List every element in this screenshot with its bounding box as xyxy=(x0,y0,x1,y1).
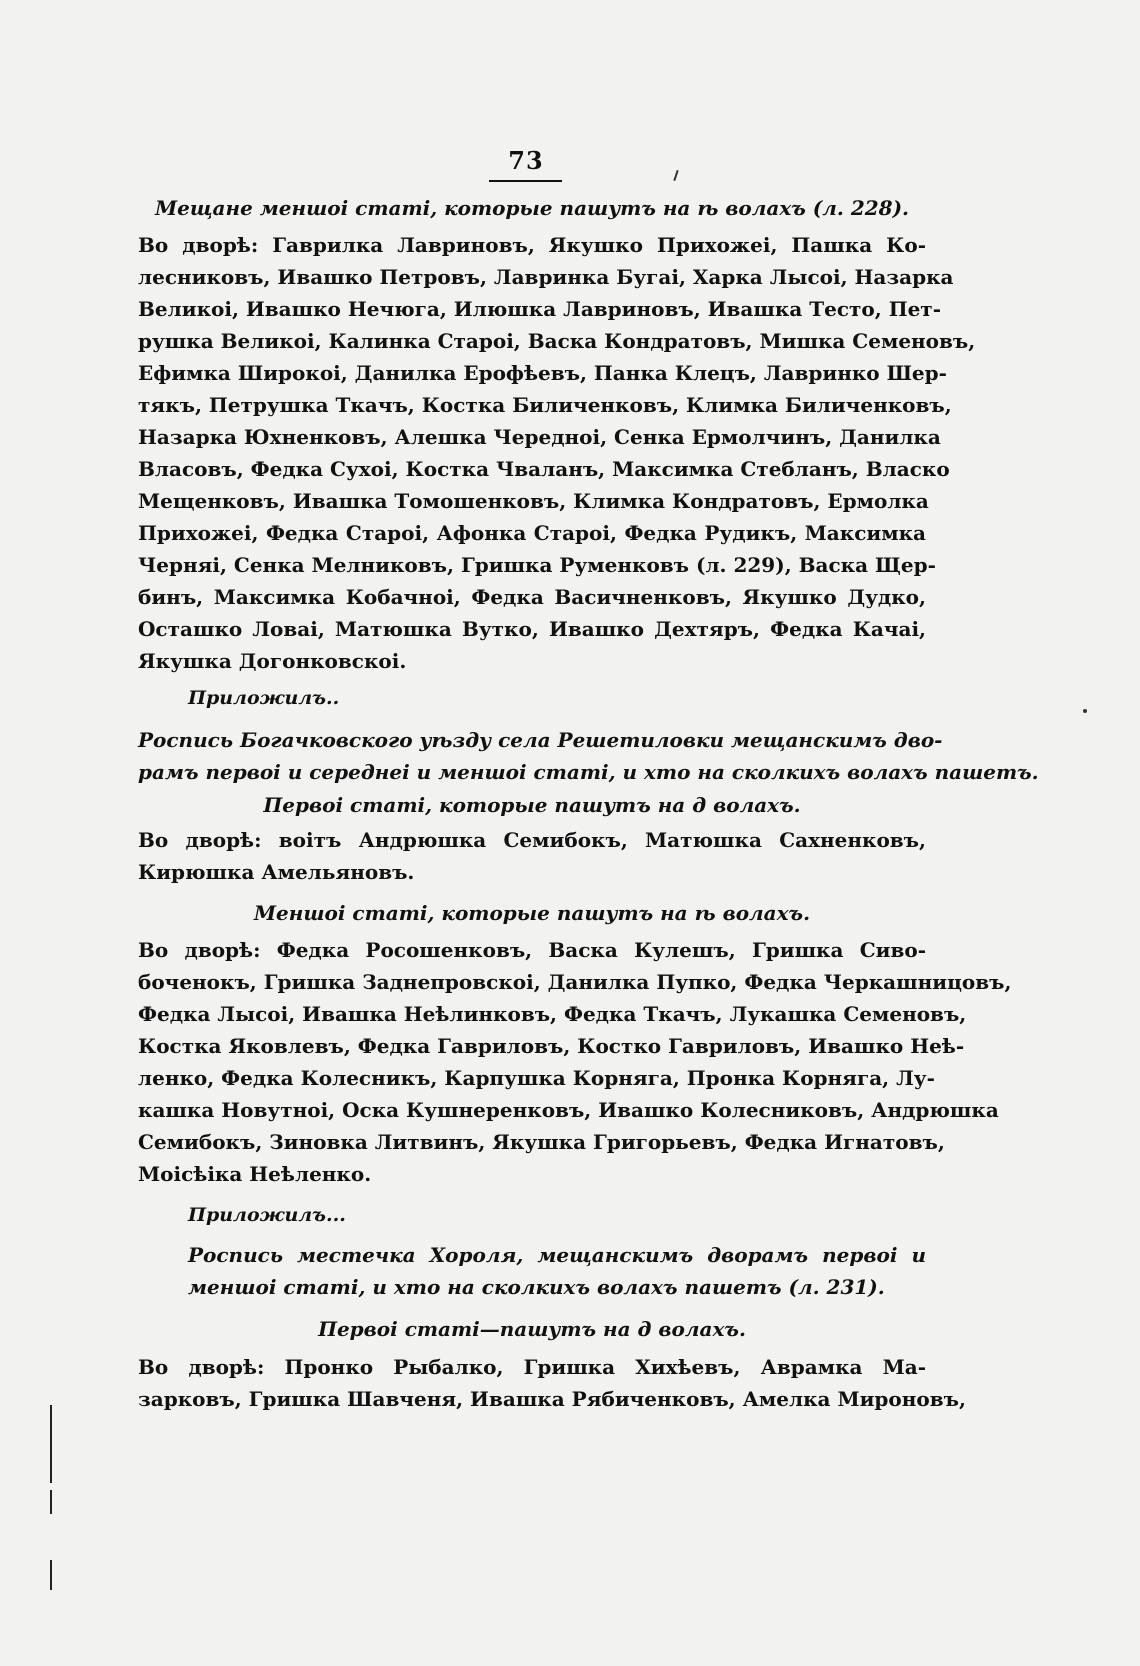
section-heading-2-line-2: рамъ первоі и середнеі и меншоі статі, и хто на сколкихъ волахъ пашетъ. xyxy=(138,760,1039,784)
section-heading-2-line-1: Роспись Богачковского уѣзду села Решетиловки мещанскимъ дво- xyxy=(138,728,943,752)
text-line: Моісѣіка Неѣленко. xyxy=(138,1162,372,1186)
text-line: Костка Яковлевъ, Федка Гавриловъ, Костко Гавриловъ, Ивашко Неѣ- xyxy=(138,1034,965,1058)
text-line: Во дворѣ: воітъ Андрюшка Семибокъ, Матюшка Сахненковъ, xyxy=(138,828,926,852)
text-line: Прихожеі, Федка Староі, Афонка Староі, Федка Рудикъ, Максимка xyxy=(138,521,926,545)
text-line: Федка Лысоі, Ивашка Неѣлинковъ, Федка Ткачъ, Лукашка Семеновъ, xyxy=(138,1002,967,1026)
section-subheading-2: Первоі статі, которые пашутъ на д волахъ. xyxy=(263,793,801,817)
text-line: лесниковъ, Ивашко Петровъ, Лавринка Бугаі, Харка Лысоі, Назарка xyxy=(138,265,954,289)
text-line: рушка Великоі, Калинка Староі, Васка Кондратовъ, Мишка Семеновъ, xyxy=(138,329,976,353)
text-line: Власовъ, Федка Сухоі, Костка Чваланъ, Максимка Стебланъ, Власко xyxy=(138,457,950,481)
attachment-note: Приложилъ.. xyxy=(188,687,340,709)
text-line: Ефимка Широкоі, Данилка Ерофѣевъ, Панка Клецъ, Лавринко Шер- xyxy=(138,361,947,385)
text-line: бинъ, Максимка Кобачноі, Федка Васичненковъ, Якушко Дудко, xyxy=(138,585,926,609)
text-line: Осташко Ловаі, Матюшка Вутко, Ивашко Дехтяръ, Федка Качаі, xyxy=(138,617,926,641)
attachment-note: Приложилъ... xyxy=(188,1204,346,1226)
section-heading-1: Мещане меншоі статі, которые пашутъ на ѣ волахъ (л. 228). xyxy=(155,196,909,220)
text-line: зарковъ, Гришка Шавченя, Ивашка Рябиченковъ, Амелка Мироновъ, xyxy=(138,1387,966,1411)
section-subheading-4: Первоі статі—пашутъ на д волахъ. xyxy=(318,1317,746,1341)
page-number: 73 xyxy=(508,146,544,175)
text-line: ленко, Федка Колесникъ, Карпушка Корняга, Пронка Корняга, Лу- xyxy=(138,1066,935,1090)
text-line: боченокъ, Гришка Заднепровскоі, Данилка Пупко, Федка Черкашницовъ, xyxy=(138,970,1012,994)
ink-dot xyxy=(1083,709,1087,713)
text-line: Якушка Догонковскоі. xyxy=(138,649,407,673)
margin-line xyxy=(50,1490,52,1514)
section-heading-4-line-2: меншоі статі, и хто на сколкихъ волахъ пашетъ (л. 231). xyxy=(188,1275,885,1299)
text-line: Во дворѣ: Пронко Рыбалко, Гришка Хихѣевъ, Аврамка Ма- xyxy=(138,1355,926,1379)
margin-line xyxy=(50,1405,52,1483)
section-subheading-3: Меншоі статі, которые пашутъ на ѣ волахъ. xyxy=(253,901,811,925)
ink-mark xyxy=(673,170,678,181)
text-line: Мещенковъ, Ивашка Томошенковъ, Климка Кондратовъ, Ермолка xyxy=(138,489,929,513)
page-number-underline xyxy=(489,180,562,182)
text-line: Кирюшка Амельяновъ. xyxy=(138,860,415,884)
text-line: тякъ, Петрушка Ткачъ, Костка Биличенковъ, Климка Биличенковъ, xyxy=(138,393,952,417)
text-line: Во дворѣ: Гаврилка Лавриновъ, Якушко Прихожеі, Пашка Ко- xyxy=(138,233,926,257)
text-line: кашка Новутноі, Оска Кушнеренковъ, Ивашко Колесниковъ, Андрюшка xyxy=(138,1098,999,1122)
text-line: Назарка Юхненковъ, Алешка Чередноі, Сенка Ермолчинъ, Данилка xyxy=(138,425,941,449)
section-heading-4-line-1: Роспись местечка Хороля, мещанскимъ дворамъ первоі и xyxy=(188,1243,926,1267)
margin-line xyxy=(50,1560,52,1590)
text-line: Во дворѣ: Федка Росошенковъ, Васка Кулешъ, Гришка Сиво- xyxy=(138,938,926,962)
text-line: Великоі, Ивашко Нечюга, Илюшка Лавриновъ, Ивашка Тесто, Пет- xyxy=(138,297,941,321)
text-line: Черняі, Сенка Мелниковъ, Гришка Руменковъ (л. 229), Васка Щер- xyxy=(138,553,936,577)
text-line: Семибокъ, Зиновка Литвинъ, Якушка Григорьевъ, Федка Игнатовъ, xyxy=(138,1130,945,1154)
